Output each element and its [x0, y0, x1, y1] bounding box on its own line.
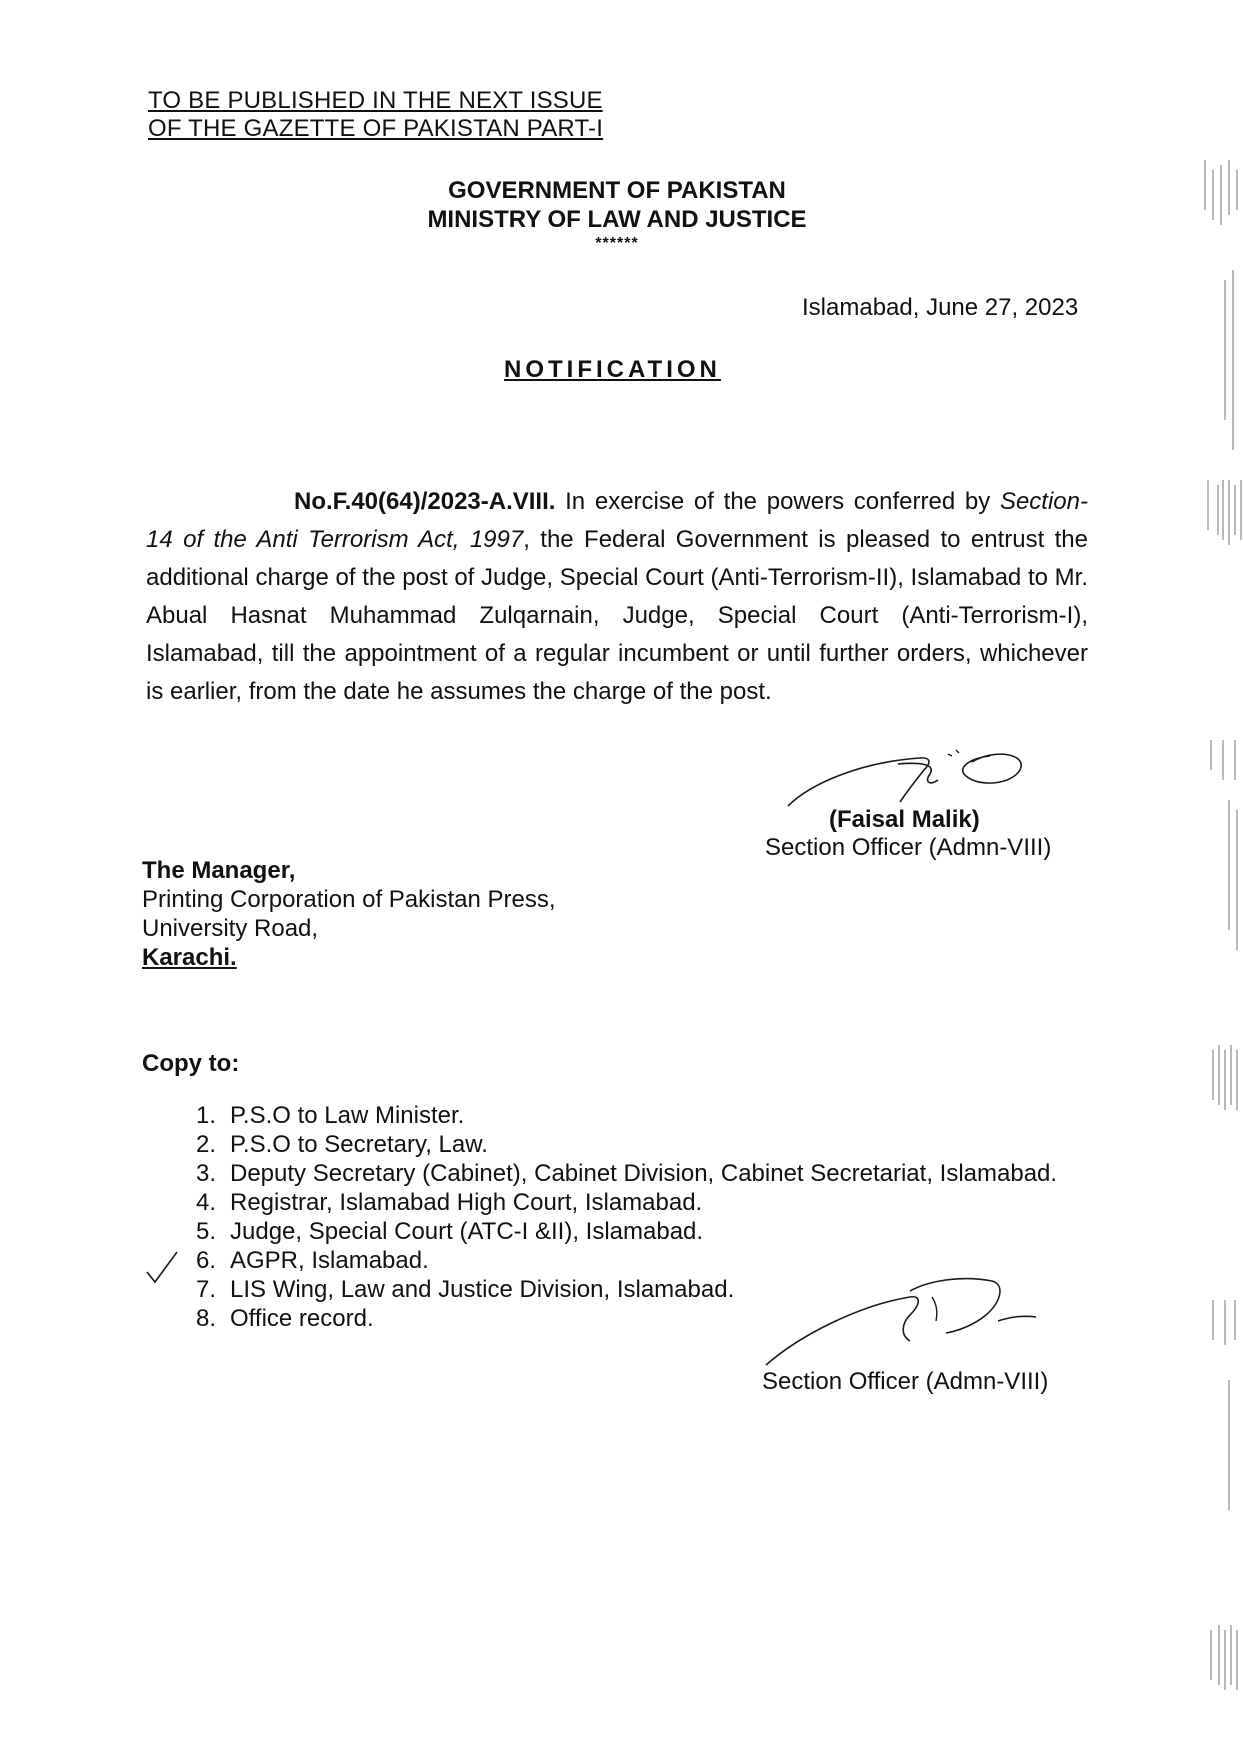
- notification-text-main: , the Federal Government is pleased to entrust the additional charge of the post of Judge, Special Court (Anti-Terrorism-II), Islamabad to Mr. Abual Hasnat Muhammad Zulqarnain, Judge, Special Court (Anti-Terrorism-I), Islamabad, till the appointment of a regular incumbent or until further orders, whichever is earlier, from the date he assumes the charge of the post.: [146, 526, 1089, 705]
- tick-mark-icon: [143, 1248, 183, 1288]
- addressee-city: Karachi.: [142, 944, 237, 971]
- act-citation: Section-14 of the Anti Terrorism Act, 1997: [146, 488, 1088, 553]
- list-item: 3. Deputy Secretary (Cabinet), Cabinet Division, Cabinet Secretariat, Islamabad.: [195, 1160, 1058, 1187]
- addressee-road: University Road,: [142, 915, 319, 942]
- copy-to-heading: Copy to:: [142, 1050, 240, 1077]
- scan-edge-artifacts: [1163, 150, 1243, 1710]
- notification-reference-number: No.F.40(64)/2023-A.VIII.: [294, 488, 556, 515]
- addressee-title: The Manager,: [142, 857, 296, 884]
- list-item: 1. P.S.O to Law Minister.: [195, 1102, 465, 1129]
- signatory-designation: Section Officer (Admn-VIII): [765, 834, 1052, 861]
- ministry-heading: MINISTRY OF LAW AND JUSTICE: [427, 206, 807, 233]
- gazette-publication-line-2: OF THE GAZETTE OF PAKISTAN PART-I: [148, 115, 604, 142]
- list-item: 8. Office record.: [195, 1305, 374, 1332]
- notification-text-intro: In exercise of the powers conferred by: [555, 488, 1000, 515]
- addressee-organization: Printing Corporation of Pakistan Press,: [142, 886, 556, 913]
- government-heading: GOVERNMENT OF PAKISTAN: [448, 177, 786, 204]
- signatory-name: (Faisal Malik): [829, 806, 980, 833]
- closing-signature: [760, 1275, 1050, 1375]
- list-item: 4. Registrar, Islamabad High Court, Islamabad.: [195, 1189, 703, 1216]
- list-item: 7. LIS Wing, Law and Justice Division, Islamabad.: [195, 1276, 735, 1303]
- closing-signatory-designation: Section Officer (Admn-VIII): [762, 1368, 1049, 1395]
- list-item: 5. Judge, Special Court (ATC-I &II), Islamabad.: [195, 1218, 704, 1245]
- heading-separator: ******: [595, 235, 639, 252]
- list-item: 2. P.S.O to Secretary, Law.: [195, 1131, 488, 1158]
- notification-date: Islamabad, June 27, 2023: [802, 294, 1079, 321]
- list-item: 6. AGPR, Islamabad.: [195, 1247, 429, 1274]
- notification-body: [146, 483, 1088, 711]
- notification-title: NOTIFICATION: [504, 356, 721, 383]
- gazette-publication-line-1: TO BE PUBLISHED IN THE NEXT ISSUE: [148, 87, 603, 114]
